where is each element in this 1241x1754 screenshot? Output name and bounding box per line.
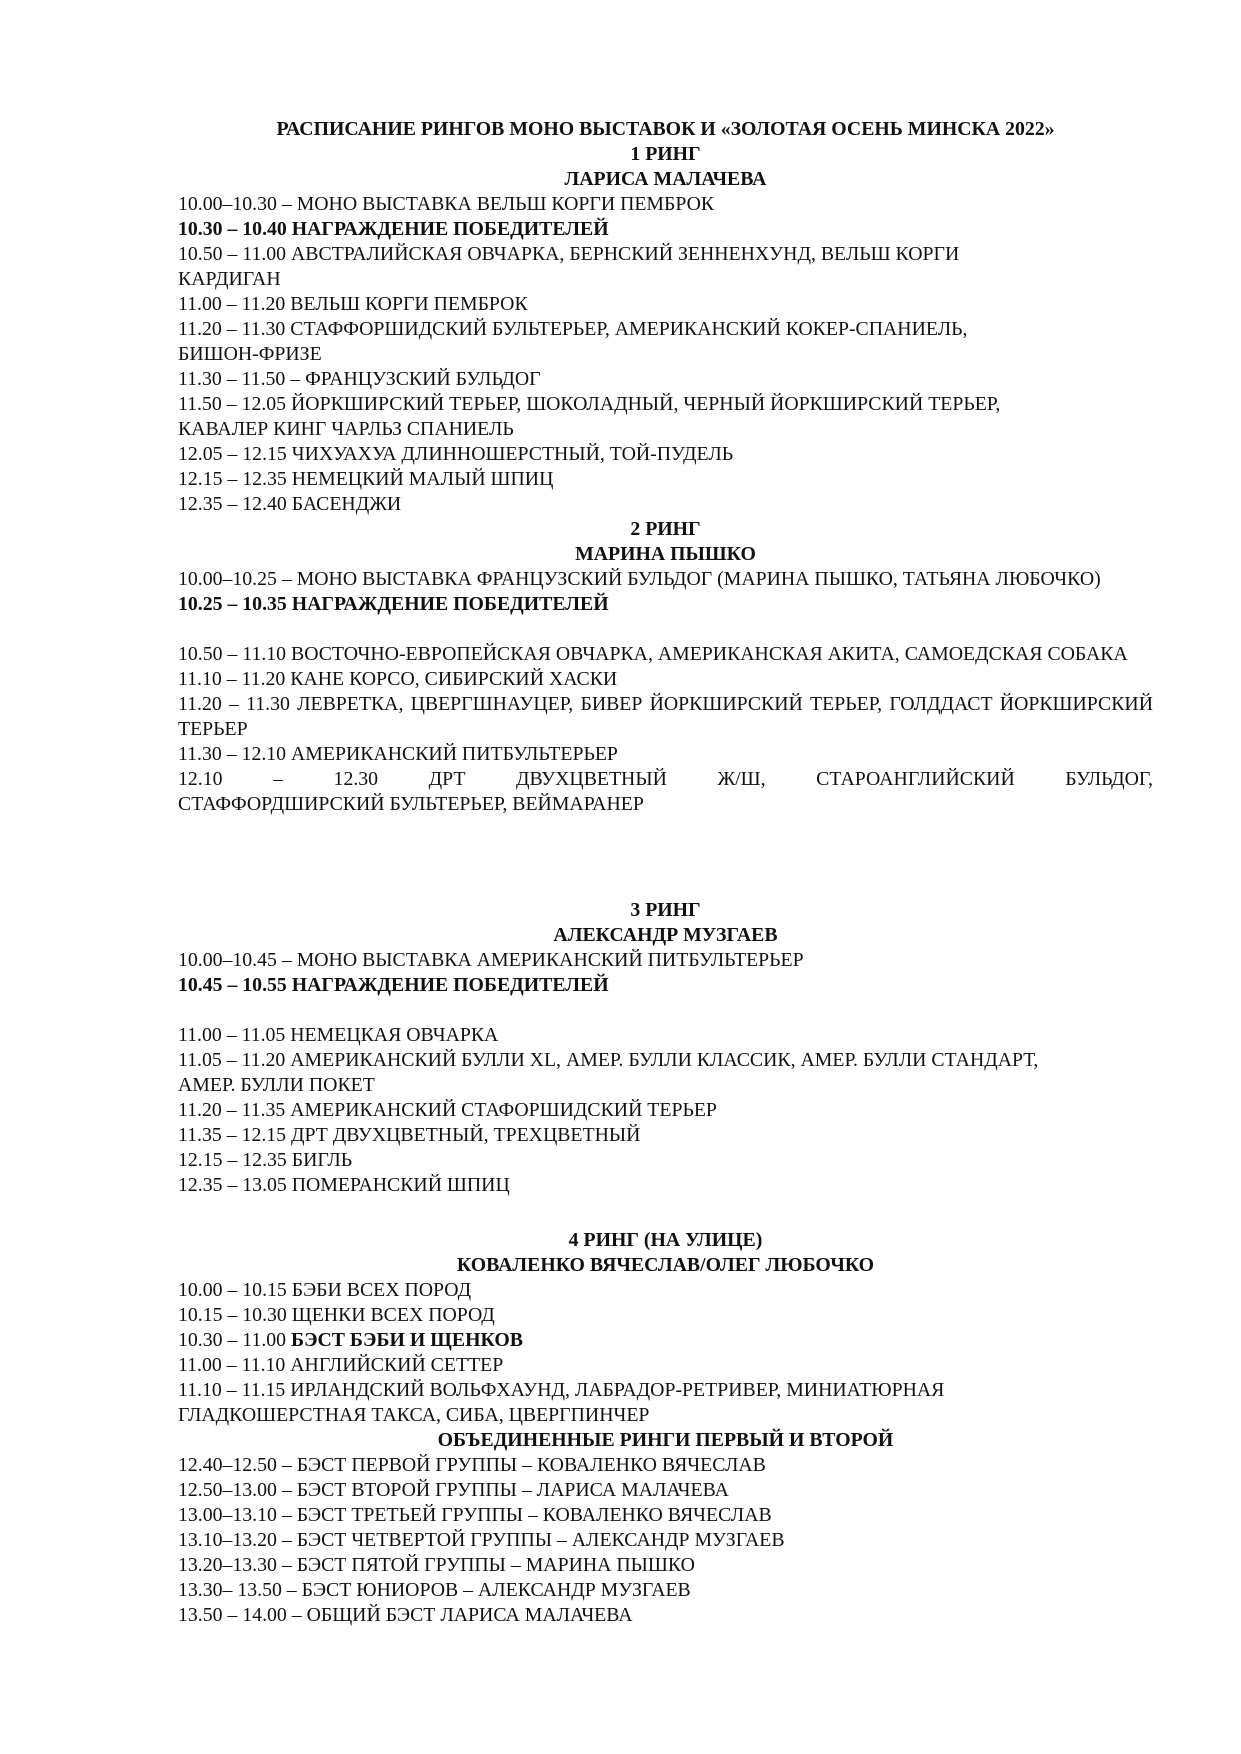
schedule-line: 11.50 – 12.05 ЙОРКШИРСКИЙ ТЕРЬЕР, ШОКОЛАДНЫЙ, ЧЕРНЫЙ ЙОРКШИРСКИЙ ТЕРЬЕР, (178, 393, 1001, 415)
ring-2-judge: МАРИНА ПЫШКО (575, 543, 756, 565)
schedule-line: 11.00 – 11.20 ВЕЛЬШ КОРГИ ПЕМБРОК (178, 293, 528, 315)
schedule-line-cont: ГЛАДКОШЕРСТНАЯ ТАКСА, СИБА, ЦВЕРГПИНЧЕР (178, 1404, 650, 1426)
ring-3-judge: АЛЕКСАНДР МУЗГАЕВ (553, 924, 778, 946)
schedule-line: 12.50–13.00 – БЭСТ ВТОРОЙ ГРУППЫ – ЛАРИСА МАЛАЧЕВА (178, 1479, 729, 1501)
best-puppies-label: БЭСТ БЭБИ И ЩЕНКОВ (291, 1329, 523, 1351)
schedule-line: 10.50 – 11.00 АВСТРАЛИЙСКАЯ ОВЧАРКА, БЕРНСКИЙ ЗЕННЕНХУНД, ВЕЛЬШ КОРГИ (178, 243, 960, 265)
schedule-line: 11.00 – 11.05 НЕМЕЦКАЯ ОВЧАРКА (178, 1024, 499, 1046)
schedule-line: 10.00 – 10.15 БЭБИ ВСЕХ ПОРОД (178, 1279, 472, 1301)
awards-line: 10.30 – 10.40 НАГРАЖДЕНИЕ ПОБЕДИТЕЛЕЙ (178, 218, 609, 240)
schedule-line (178, 1328, 1153, 1353)
ring-4-judge: КОВАЛЕНКО ВЯЧЕСЛАВ/ОЛЕГ ЛЮБОЧКО (456, 1254, 875, 1276)
combined-rings-heading: ОБЪЕДИНЕННЫЕ РИНГИ ПЕРВЫЙ И ВТОРОЙ (437, 1429, 894, 1451)
schedule-line-cont: КАРДИГАН (178, 268, 281, 290)
schedule-line: 11.20 – 11.30 СТАФФОРШИДСКИЙ БУЛЬТЕРЬЕР, АМЕРИКАНСКИЙ КОКЕР-СПАНИЕЛЬ, (178, 318, 968, 340)
schedule-line-cont: БИШОН-ФРИЗЕ (178, 343, 322, 365)
schedule-line: 10.00–10.30 – МОНО ВЫСТАВКА ВЕЛЬШ КОРГИ ПЕМБРОК (178, 193, 715, 215)
document-title: РАСПИСАНИЕ РИНГОВ МОНО ВЫСТАВОК И «ЗОЛОТАЯ ОСЕНЬ МИНСКА 2022» (276, 118, 1055, 140)
schedule-line: 13.30– 13.50 – БЭСТ ЮНИОРОВ – АЛЕКСАНДР МУЗГАЕВ (178, 1579, 691, 1601)
ring-1-heading: 1 РИНГ (630, 143, 701, 165)
schedule-time: 10.30 – 11.00 (178, 1329, 292, 1351)
ring-1-section (178, 117, 1153, 517)
schedule-line: 13.10–13.20 – БЭСТ ЧЕТВЕРТОЙ ГРУППЫ – АЛЕКСАНДР МУЗГАЕВ (178, 1529, 785, 1551)
awards-line: 10.45 – 10.55 НАГРАЖДЕНИЕ ПОБЕДИТЕЛЕЙ (178, 974, 609, 996)
schedule-line: 12.35 – 12.40 БАСЕНДЖИ (178, 493, 402, 515)
schedule-line: 10.00–10.25 – МОНО ВЫСТАВКА ФРАНЦУЗСКИЙ БУЛЬДОГ (МАРИНА ПЫШКО, ТАТЬЯНА ЛЮБОЧКО) (178, 568, 1101, 590)
schedule-line: 13.50 – 14.00 – ОБЩИЙ БЭСТ ЛАРИСА МАЛАЧЕВА (178, 1604, 633, 1626)
schedule-line: 10.00–10.45 – МОНО ВЫСТАВКА АМЕРИКАНСКИЙ ПИТБУЛЬТЕРЬЕР (178, 949, 804, 971)
ring-2-section (178, 517, 1153, 817)
schedule-line: 13.20–13.30 – БЭСТ ПЯТОЙ ГРУППЫ – МАРИНА ПЫШКО (178, 1554, 695, 1576)
schedule-line-cont: КАВАЛЕР КИНГ ЧАРЛЬЗ СПАНИЕЛЬ (178, 418, 514, 440)
schedule-line: 10.15 – 10.30 ЩЕНКИ ВСЕХ ПОРОД (178, 1304, 495, 1326)
schedule-line: 12.15 – 12.35 НЕМЕЦКИЙ МАЛЫЙ ШПИЦ (178, 468, 554, 490)
schedule-line: 10.50 – 11.10 ВОСТОЧНО-ЕВРОПЕЙСКАЯ ОВЧАРКА, АМЕРИКАНСКАЯ АКИТА, САМОЕДСКАЯ СОБАКА (178, 643, 1128, 665)
schedule-line: 12.10 – 12.30 ДРТ ДВУХЦВЕТНЫЙ Ж/Ш, СТАРОАНГЛИЙСКИЙ БУЛЬДОГ, (178, 768, 1153, 790)
schedule-line-cont: СТАФФОРДШИРСКИЙ БУЛЬТЕРЬЕР, ВЕЙМАРАНЕР (178, 793, 644, 815)
schedule-line: 11.20 – 11.30 ЛЕВРЕТКА, ЦВЕРГШНАУЦЕР, БИВЕР ЙОРКШИРСКИЙ ТЕРЬЕР, ГОЛДДАСТ ЙОРКШИРСКИЙ ТЕРЬЕР (178, 693, 1153, 740)
schedule-line: 11.05 – 11.20 АМЕРИКАНСКИЙ БУЛЛИ XL, АМЕР. БУЛЛИ КЛАССИК, АМЕР. БУЛЛИ СТАНДАРТ, (178, 1049, 1039, 1071)
schedule-line: 12.15 – 12.35 БИГЛЬ (178, 1149, 353, 1171)
schedule-line: 11.30 – 12.10 АМЕРИКАНСКИЙ ПИТБУЛЬТЕРЬЕР (178, 743, 618, 765)
schedule-line: 12.05 – 12.15 ЧИХУАХУА ДЛИННОШЕРСТНЫЙ, ТОЙ-ПУДЕЛЬ (178, 443, 734, 465)
schedule-line: 11.10 – 11.15 ИРЛАНДСКИЙ ВОЛЬФХАУНД, ЛАБРАДОР-РЕТРИВЕР, МИНИАТЮРНАЯ (178, 1379, 945, 1401)
schedule-line: 11.35 – 12.15 ДРТ ДВУХЦВЕТНЫЙ, ТРЕХЦВЕТНЫЙ (178, 1124, 641, 1146)
schedule-line: 11.00 – 11.10 АНГЛИЙСКИЙ СЕТТЕР (178, 1354, 504, 1376)
awards-line: 10.25 – 10.35 НАГРАЖДЕНИЕ ПОБЕДИТЕЛЕЙ (178, 593, 609, 615)
ring-4-heading: 4 РИНГ (НА УЛИЦЕ) (568, 1229, 763, 1251)
ring-3-heading: 3 РИНГ (630, 899, 701, 921)
schedule-line: 11.30 – 11.50 – ФРАНЦУЗСКИЙ БУЛЬДОГ (178, 368, 541, 390)
schedule-line-cont: АМЕР. БУЛЛИ ПОКЕТ (178, 1074, 375, 1096)
schedule-line: 12.35 – 13.05 ПОМЕРАНСКИЙ ШПИЦ (178, 1174, 510, 1196)
schedule-line: 13.00–13.10 – БЭСТ ТРЕТЬЕЙ ГРУППЫ – КОВАЛЕНКО ВЯЧЕСЛАВ (178, 1504, 772, 1526)
schedule-line: 12.40–12.50 – БЭСТ ПЕРВОЙ ГРУППЫ – КОВАЛЕНКО ВЯЧЕСЛАВ (178, 1454, 766, 1476)
ring-3-section (178, 898, 1153, 1198)
schedule-line: 11.20 – 11.35 АМЕРИКАНСКИЙ СТАФОРШИДСКИЙ ТЕРЬЕР (178, 1099, 717, 1121)
schedule-line: 11.10 – 11.20 КАНЕ КОРСО, СИБИРСКИЙ ХАСКИ (178, 668, 618, 690)
ring-1-judge: ЛАРИСА МАЛАЧЕВА (564, 168, 767, 190)
ring-2-heading: 2 РИНГ (630, 518, 701, 540)
ring-4-section (178, 1228, 1153, 1628)
